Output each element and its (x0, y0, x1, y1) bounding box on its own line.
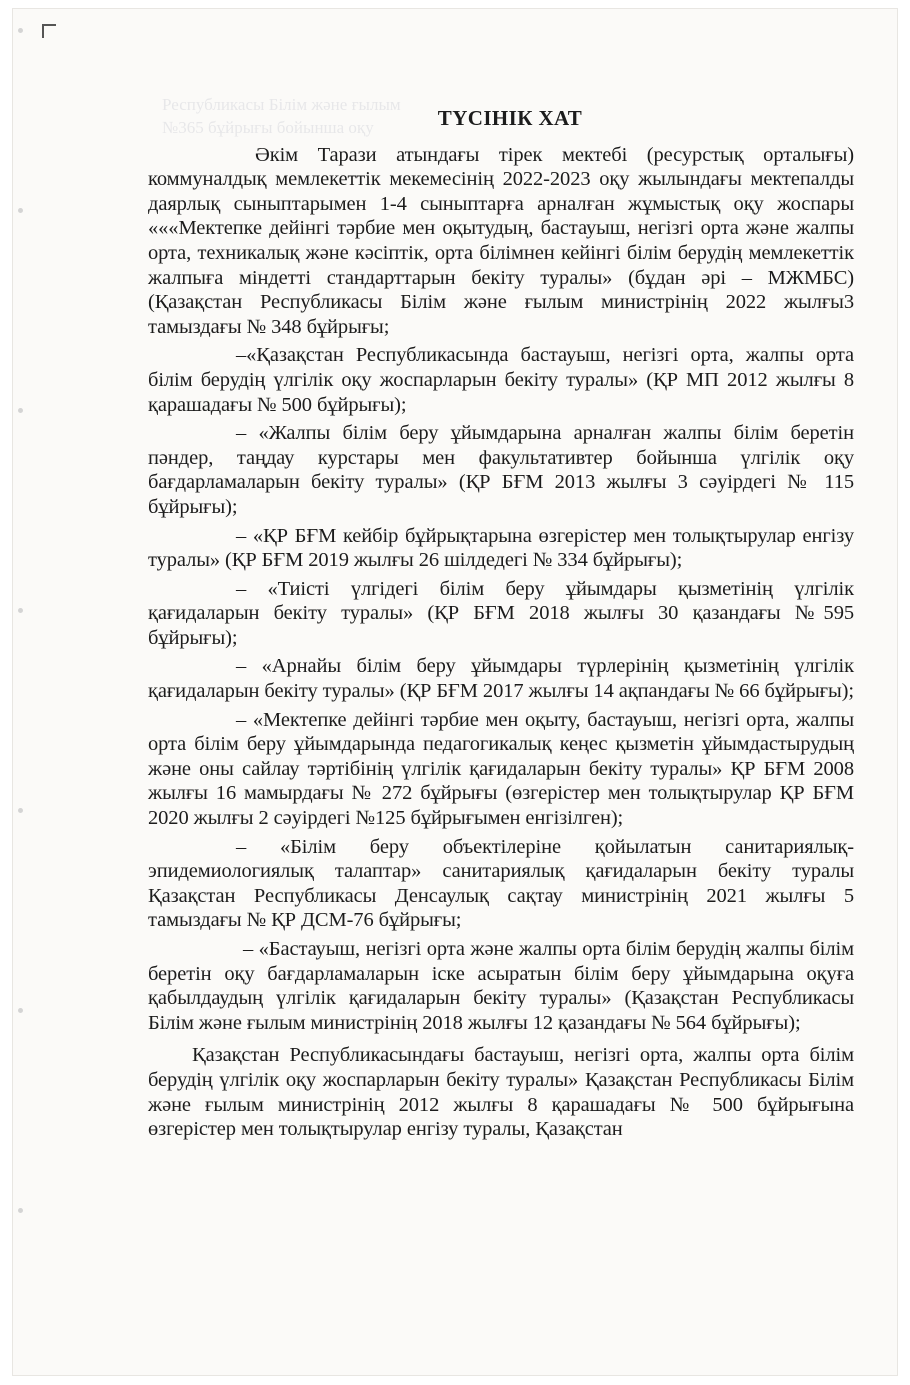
list-item: – «Мектепке дейінгі тәрбие мен оқыту, бастауыш, негізгі орта, жалпы орта білім беру ұйымдарында педагогикалық кеңес қызметін ұйымдастырудың және оны сайлау тәртібінің үлгілік қағидаларын бекіту туралы» ҚР БҒМ 2008 жылғы 16 мамырдағы № 272 бұйрығы (өзгерістер мен толықтырулар ҚР БҒМ 2020 жылғы 2 сәуірдегі №125 бұйрығымен енгізілген); (148, 708, 854, 830)
list-item: – «Жалпы білім беру ұйымдарына арналған жалпы білім беретін пәндер, таңдау курстары мен факультативтер бойынша үлгілік оқу бағдарламаларын бекіту туралы» (ҚР БҒМ 2013 жылғы 3 сәуірдегі № 115 бұйрығы); (148, 422, 854, 518)
document-title: ТҮСІНІК ХАТ (437, 106, 583, 130)
list-item: – «Білім беру объектілеріне қойылатын санитариялық-эпидемиологиялық талаптар» санитариялық қағидаларын бекіту туралы Қазақстан Республикасы Денсаулық сақтау министрінің 2021 жылғы 5 тамыздағы № ҚР ДСМ-76 бұйрығы; (148, 835, 854, 932)
list-item: – «Тиісті үлгідегі білім беру ұйымдары қызметінің үлгілік қағидаларын бекіту туралы» (ҚР БҒМ 2018 жылғы 30 қазандағы №595 бұйрығы); (148, 577, 854, 649)
binder-hole (18, 28, 23, 33)
bleed-through-line: Республикасы Білім және ғылым (162, 95, 401, 114)
binder-hole (18, 1208, 23, 1213)
binder-hole (18, 608, 23, 613)
binder-hole (18, 208, 23, 213)
list-item: – «Арнайы білім беру ұйымдары түрлерінің қызметінің үлгілік қағидаларын бекіту туралы» (ҚР БҒМ 2017 жылғы 14 ақпандағы № 66 бұйрығы); (148, 655, 854, 703)
list-item: – «ҚР БҒМ кейбір бұйрықтарына өзгерістер мен толықтырулар енгізу туралы» (ҚР БҒМ 2019 жылғы 26 шілдедегі № 334 бұйрығы); (148, 524, 854, 572)
corner-crop-mark (42, 24, 56, 38)
closing-paragraph: Қазақстан Республикасындағы бастауыш, негізгі орта, жалпы орта білім берудің үлгілік оқу жоспарларын бекіту туралы» Қазақстан Республикасы Білім және ғылым министрінің 2012 жылғы 8 қарашадағы № 500 бұйрығына өзгерістер мен толықтырулар енгізу туралы, Қазақстан (148, 1044, 854, 1141)
list-item: – «Бастауыш, негізгі орта және жалпы орта білім берудің жалпы білім беретін оқу бағдарламаларын іске асыратын білім беру ұйымдарына оқуға қабылдаудың үлгілік қағидаларын бекіту туралы» (Қазақстан Республикасы Білім және ғылым министрінің 2018 жылғы 12 қазандағы № 564 бұйрығы); (148, 938, 854, 1034)
list-item: –«Қазақстан Республикасында бастауыш, негізгі орта, жалпы орта білім берудің үлгілік оқу жоспарларын бекіту туралы» (ҚР МП 2012 жылғы 8 қарашадағы № 500 бұйрығы); (148, 344, 854, 416)
binder-hole (18, 408, 23, 413)
intro-paragraph: Әкім Тарази атындағы тірек мектебі (ресурстық орталығы) коммуналдық мемлекеттік мекемесінің 2022-2023 оқу жылындағы мектепалды даярлық сыныптарымен 1-4 сыныптарға арналған жұмыстық оқу жоспары «««Мектепке дейінгі тәрбие мен оқытудың, бастауыш, негізгі орта және жалпы орта, техникалық және кәсіптік, орта білімнен кейінгі білім берудің мемлекеттік жалпыға міндетті стандарттарын бекіту туралы» (бұдан әрі – МЖМБС) (Қазақстан Республикасы Білім және ғылым министрінің 2022 жылғы3 тамыздағы № 348 бұйрығы; (148, 143, 854, 338)
bleed-through-line: №365 бұйрығы бойынша оқу (162, 118, 374, 137)
document-body (148, 106, 854, 1142)
binder-hole (18, 1008, 23, 1013)
binder-hole (18, 808, 23, 813)
binder-holes (18, 8, 26, 1376)
